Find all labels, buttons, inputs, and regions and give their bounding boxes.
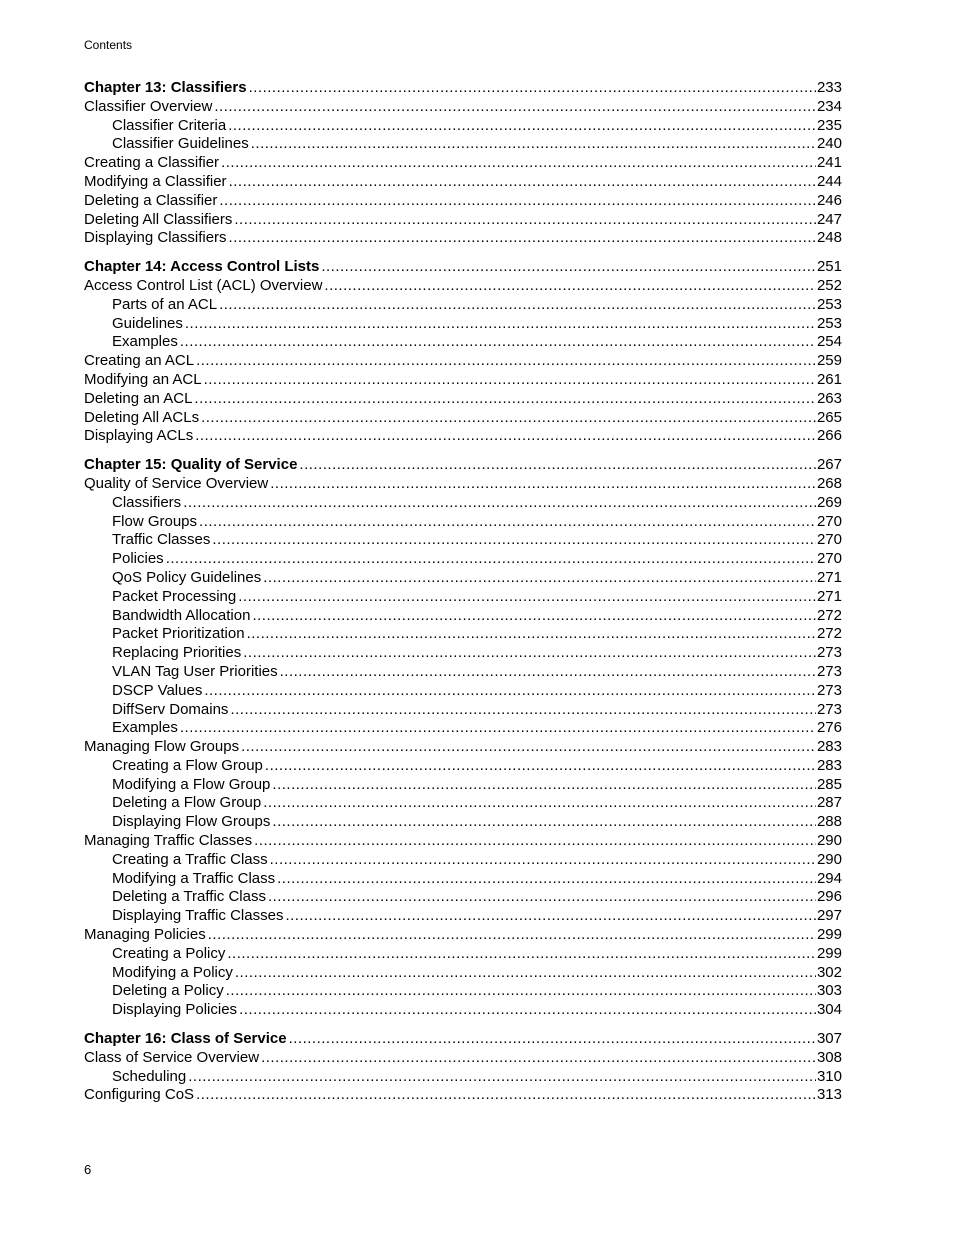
dot-leader <box>204 371 816 390</box>
dot-leader <box>229 173 816 192</box>
toc-entry-page: 234 <box>816 97 842 115</box>
toc-entry-title: Modifying a Traffic Class <box>112 869 276 887</box>
toc-entry-page: 290 <box>816 850 842 868</box>
dot-leader <box>241 738 816 757</box>
toc-entry[interactable] <box>84 569 842 588</box>
toc-entry-page: 261 <box>816 370 842 388</box>
toc-entry-page: 259 <box>816 352 842 370</box>
toc-entry-page: 241 <box>816 154 842 172</box>
dot-leader <box>243 644 816 663</box>
dot-leader <box>299 456 816 475</box>
toc-chapter-entry[interactable] <box>84 1030 842 1049</box>
toc-entry[interactable] <box>84 719 842 738</box>
toc-entry-page: 247 <box>816 210 842 228</box>
toc-entry[interactable] <box>84 738 842 757</box>
dot-leader <box>261 1049 816 1068</box>
dot-leader <box>188 1068 816 1087</box>
toc-entry[interactable] <box>84 870 842 889</box>
toc-entry-title: Creating an ACL <box>84 352 195 370</box>
toc-chapter-entry[interactable] <box>84 79 842 98</box>
toc-entry[interactable] <box>84 607 842 626</box>
table-of-contents <box>84 79 842 1105</box>
dot-leader <box>234 211 816 230</box>
dot-leader <box>270 851 816 870</box>
toc-entry-title: DiffServ Domains <box>112 700 229 718</box>
dot-leader <box>201 409 816 428</box>
toc-entry-title: Chapter 13: Classifiers <box>84 79 247 96</box>
toc-entry-page: 252 <box>816 276 842 294</box>
dot-leader <box>265 757 816 776</box>
toc-entry[interactable] <box>84 907 842 926</box>
toc-entry-title: Managing Policies <box>84 926 206 944</box>
toc-entry-title: Bandwidth Allocation <box>112 606 251 624</box>
toc-entry[interactable] <box>84 926 842 945</box>
toc-entry-title: Policies <box>112 550 164 568</box>
toc-entry-page: 296 <box>816 888 842 906</box>
dot-leader <box>272 813 816 832</box>
toc-entry-page: 253 <box>816 295 842 313</box>
toc-entry[interactable] <box>84 888 842 907</box>
toc-entry[interactable] <box>84 513 842 532</box>
toc-entry-page: 302 <box>816 963 842 981</box>
toc-entry-title: Managing Traffic Classes <box>84 832 253 850</box>
dot-leader <box>166 550 816 569</box>
toc-entry[interactable] <box>84 333 842 352</box>
page-number: 6 <box>84 1162 92 1177</box>
toc-entry[interactable] <box>84 1049 842 1068</box>
dot-leader <box>228 117 816 136</box>
toc-entry[interactable] <box>84 192 842 211</box>
toc-entry-title: Displaying ACLs <box>84 427 194 445</box>
dot-leader <box>263 569 816 588</box>
dot-leader <box>235 964 816 983</box>
toc-entry-title: Class of Service Overview <box>84 1048 260 1066</box>
toc-entry[interactable] <box>84 173 842 192</box>
toc-entry-page: 235 <box>816 116 842 134</box>
dot-leader <box>289 1030 816 1049</box>
dot-leader <box>196 1086 816 1105</box>
toc-entry[interactable] <box>84 964 842 983</box>
toc-entry-title: Replacing Priorities <box>112 644 242 662</box>
toc-entry-page: 269 <box>816 493 842 511</box>
toc-entry[interactable] <box>84 352 842 371</box>
toc-entry[interactable] <box>84 644 842 663</box>
dot-leader <box>180 333 816 352</box>
toc-entry-page: 283 <box>816 738 842 756</box>
toc-entry[interactable] <box>84 982 842 1001</box>
toc-entry[interactable] <box>84 531 842 550</box>
toc-entry-page: 268 <box>816 474 842 492</box>
toc-entry[interactable] <box>84 813 842 832</box>
dot-leader <box>249 79 816 98</box>
toc-entry[interactable] <box>84 550 842 569</box>
toc-entry-title: Deleting an ACL <box>84 389 193 407</box>
toc-entry[interactable] <box>84 1001 842 1020</box>
dot-leader <box>208 926 816 945</box>
toc-entry-page: 303 <box>816 982 842 1000</box>
toc-entry-title: Classifier Criteria <box>112 116 227 134</box>
toc-entry-title: Classifiers <box>112 493 182 511</box>
dot-leader <box>180 719 816 738</box>
toc-entry-title: Displaying Traffic Classes <box>112 907 284 925</box>
dot-leader <box>280 663 816 682</box>
dot-leader <box>229 229 816 248</box>
dot-leader <box>195 427 816 446</box>
toc-entry-page: 290 <box>816 832 842 850</box>
toc-entry-title: Traffic Classes <box>112 531 211 549</box>
toc-entry-title: Examples <box>112 719 178 737</box>
running-header: Contents <box>84 38 133 52</box>
toc-entry-title: Creating a Classifier <box>84 154 220 172</box>
dot-leader <box>227 945 816 964</box>
toc-entry-title: Creating a Policy <box>112 944 226 962</box>
dot-leader <box>204 682 816 701</box>
toc-entry-title: Displaying Policies <box>112 1001 238 1019</box>
dot-leader <box>270 475 816 494</box>
toc-entry-page: 270 <box>816 531 842 549</box>
toc-entry-page: 270 <box>816 550 842 568</box>
toc-entry-title: Modifying a Flow Group <box>112 775 271 793</box>
dot-leader <box>272 776 816 795</box>
toc-entry[interactable] <box>84 427 842 446</box>
toc-entry-title: Packet Prioritization <box>112 625 245 643</box>
toc-entry[interactable] <box>84 794 842 813</box>
toc-entry-page: 253 <box>816 314 842 332</box>
toc-entry-title: DSCP Values <box>112 681 203 699</box>
toc-entry[interactable] <box>84 211 842 230</box>
dot-leader <box>263 794 816 813</box>
toc-entry[interactable] <box>84 851 842 870</box>
toc-entry-page: 299 <box>816 944 842 962</box>
dot-leader <box>199 513 816 532</box>
toc-entry-page: 283 <box>816 756 842 774</box>
toc-entry-page: 254 <box>816 333 842 351</box>
toc-entry-page: 297 <box>816 907 842 925</box>
toc-entry-page: 271 <box>816 568 842 586</box>
dot-leader <box>196 352 816 371</box>
toc-entry[interactable] <box>84 701 842 720</box>
toc-entry-title: Managing Flow Groups <box>84 738 240 756</box>
dot-leader <box>212 531 816 550</box>
toc-entry[interactable] <box>84 1068 842 1087</box>
toc-entry[interactable] <box>84 682 842 701</box>
dot-leader <box>247 625 816 644</box>
toc-entry[interactable] <box>84 663 842 682</box>
dot-leader <box>254 832 816 851</box>
toc-entry-page: 307 <box>816 1030 842 1048</box>
dot-leader <box>226 982 816 1001</box>
toc-entry[interactable] <box>84 296 842 315</box>
toc-entry[interactable] <box>84 154 842 173</box>
toc-chapter-entry[interactable] <box>84 456 842 475</box>
toc-entry-title: Parts of an ACL <box>112 295 218 313</box>
dot-leader <box>214 98 816 117</box>
toc-entry-title: Modifying an ACL <box>84 370 202 388</box>
toc-entry-page: 273 <box>816 700 842 718</box>
dot-leader <box>239 1001 816 1020</box>
toc-entry-title: VLAN Tag User Priorities <box>112 662 278 680</box>
toc-entry-page: 304 <box>816 1001 842 1019</box>
toc-entry-page: 273 <box>816 681 842 699</box>
toc-entry-title: QoS Policy Guidelines <box>112 568 262 586</box>
dot-leader <box>219 192 816 211</box>
dot-leader <box>324 277 816 296</box>
toc-entry-page: 263 <box>816 389 842 407</box>
toc-entry-page: 287 <box>816 794 842 812</box>
toc-entry-title: Creating a Flow Group <box>112 756 263 774</box>
toc-entry[interactable] <box>84 776 842 795</box>
toc-entry-page: 246 <box>816 191 842 209</box>
toc-entry-title: Configuring CoS <box>84 1086 195 1104</box>
dot-leader <box>185 315 816 334</box>
toc-entry-page: 265 <box>816 408 842 426</box>
toc-entry-page: 273 <box>816 644 842 662</box>
toc-entry-page: 299 <box>816 926 842 944</box>
toc-entry[interactable] <box>84 117 842 136</box>
toc-entry-title: Displaying Classifiers <box>84 229 227 247</box>
toc-entry-title: Classifier Overview <box>84 97 213 115</box>
toc-entry[interactable] <box>84 945 842 964</box>
toc-entry-page: 251 <box>816 258 842 276</box>
dot-leader <box>194 390 816 409</box>
toc-entry-title: Deleting a Policy <box>112 982 224 1000</box>
toc-entry-title: Flow Groups <box>112 512 198 530</box>
toc-entry-title: Displaying Flow Groups <box>112 813 271 831</box>
toc-entry-page: 233 <box>816 79 842 96</box>
dot-leader <box>251 135 816 154</box>
dot-leader <box>183 494 816 513</box>
toc-entry-page: 267 <box>816 456 842 474</box>
toc-entry-page: 273 <box>816 662 842 680</box>
toc-entry-title: Chapter 15: Quality of Service <box>84 456 298 474</box>
dot-leader <box>321 258 816 277</box>
toc-entry[interactable] <box>84 371 842 390</box>
toc-entry-title: Examples <box>112 333 178 351</box>
toc-entry[interactable] <box>84 475 842 494</box>
toc-entry-page: 285 <box>816 775 842 793</box>
toc-entry-title: Deleting a Flow Group <box>112 794 262 812</box>
toc-entry-title: Deleting All ACLs <box>84 408 200 426</box>
dot-leader <box>230 701 816 720</box>
toc-entry-page: 266 <box>816 427 842 445</box>
toc-entry-title: Creating a Traffic Class <box>112 850 268 868</box>
toc-entry-page: 288 <box>816 813 842 831</box>
toc-entry-title: Access Control List (ACL) Overview <box>84 276 323 294</box>
toc-entry-page: 272 <box>816 606 842 624</box>
toc-entry[interactable] <box>84 277 842 296</box>
toc-entry-title: Modifying a Classifier <box>84 172 227 190</box>
toc-entry-page: 313 <box>816 1086 842 1104</box>
dot-leader <box>219 296 816 315</box>
toc-entry[interactable] <box>84 390 842 409</box>
dot-leader <box>238 588 816 607</box>
dot-leader <box>252 607 816 626</box>
toc-entry-title: Modifying a Policy <box>112 963 233 981</box>
dot-leader <box>221 154 816 173</box>
toc-entry-title: Deleting All Classifiers <box>84 210 233 228</box>
toc-entry[interactable] <box>84 315 842 334</box>
toc-entry-title: Scheduling <box>112 1067 187 1085</box>
toc-entry-page: 244 <box>816 172 842 190</box>
toc-entry[interactable] <box>84 757 842 776</box>
toc-entry-title: Chapter 16: Class of Service <box>84 1030 287 1048</box>
toc-entry-title: Guidelines <box>112 314 183 332</box>
toc-entry[interactable] <box>84 409 842 428</box>
toc-entry-title: Quality of Service Overview <box>84 474 269 492</box>
toc-entry-title: Classifier Guidelines <box>112 135 249 153</box>
toc-entry-page: 308 <box>816 1048 842 1066</box>
toc-entry[interactable] <box>84 832 842 851</box>
toc-entry-title: Deleting a Classifier <box>84 191 218 209</box>
dot-leader <box>285 907 816 926</box>
toc-entry-page: 240 <box>816 135 842 153</box>
toc-entry-title: Deleting a Traffic Class <box>112 888 266 906</box>
toc-entry-page: 276 <box>816 719 842 737</box>
toc-entry[interactable] <box>84 588 842 607</box>
toc-entry-page: 294 <box>816 869 842 887</box>
toc-chapter-entry[interactable] <box>84 258 842 277</box>
toc-entry-page: 271 <box>816 587 842 605</box>
toc-entry-page: 270 <box>816 512 842 530</box>
toc-entry-title: Packet Processing <box>112 587 237 605</box>
toc-entry-page: 248 <box>816 229 842 247</box>
dot-leader <box>268 888 816 907</box>
dot-leader <box>277 870 816 889</box>
toc-entry[interactable] <box>84 229 842 248</box>
toc-entry[interactable] <box>84 625 842 644</box>
toc-entry[interactable] <box>84 98 842 117</box>
toc-entry[interactable] <box>84 135 842 154</box>
toc-entry-page: 310 <box>816 1067 842 1085</box>
toc-entry-page: 272 <box>816 625 842 643</box>
toc-entry[interactable] <box>84 494 842 513</box>
toc-entry[interactable] <box>84 1086 842 1105</box>
toc-entry-title: Chapter 14: Access Control Lists <box>84 258 320 276</box>
